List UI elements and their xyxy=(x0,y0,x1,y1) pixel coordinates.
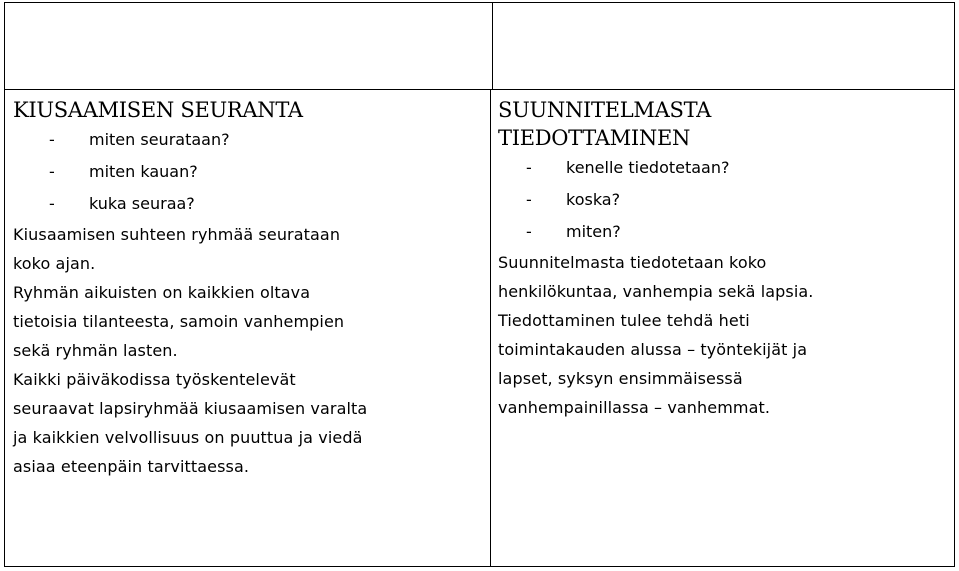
text-line: Tiedottaminen tulee tehdä heti xyxy=(498,311,750,330)
text-line: ja kaikkien velvollisuus on puuttua ja viedä xyxy=(13,428,363,447)
list-item xyxy=(498,216,954,248)
section-title-monitoring: KIUSAAMISEN SEURANTA xyxy=(13,98,303,122)
text-line: koko ajan. xyxy=(13,254,96,273)
text-line: tietoisia tilanteesta, samoin vanhempien xyxy=(13,312,345,331)
text-line: Ryhmän aikuisten on kaikkien oltava xyxy=(13,283,311,302)
list-item xyxy=(13,124,490,156)
text-line: Suunnitelmasta tiedotetaan koko xyxy=(498,253,767,272)
paragraph-communication-2 xyxy=(498,306,954,422)
dash-bullet: - xyxy=(49,194,55,213)
list-item xyxy=(498,152,954,184)
list-item xyxy=(498,184,954,216)
cell-bullying-monitoring xyxy=(5,90,490,481)
list-item-text: miten? xyxy=(566,222,621,241)
list-item xyxy=(13,156,490,188)
text-line: sekä ryhmän lasten. xyxy=(13,341,178,360)
text-line: henkilökuntaa, vanhempia sekä lapsia. xyxy=(498,282,814,301)
list-item xyxy=(13,188,490,220)
cell-plan-communication xyxy=(491,90,954,422)
text-line: vanhempainillassa – vanhemmat. xyxy=(498,398,771,417)
list-item-text: kuka seuraa? xyxy=(89,194,195,213)
paragraph-communication-1 xyxy=(498,248,954,306)
question-list-monitoring xyxy=(13,124,490,220)
text-line: toimintakauden alussa – työntekijät ja xyxy=(498,340,808,359)
document-table xyxy=(4,2,955,567)
dash-bullet: - xyxy=(526,158,532,177)
list-item-text: kenelle tiedotetaan? xyxy=(566,158,730,177)
dash-bullet: - xyxy=(526,222,532,241)
text-line: Kiusaamisen suhteen ryhmää seurataan xyxy=(13,225,341,244)
dash-bullet: - xyxy=(49,162,55,181)
text-line: Kaikki päiväkodissa työskentelevät xyxy=(13,370,296,389)
paragraph-monitoring-1 xyxy=(13,220,490,365)
title-line: SUUNNITELMASTA xyxy=(498,98,711,122)
text-line: lapset, syksyn ensimmäisessä xyxy=(498,369,743,388)
table-header-row xyxy=(5,3,954,90)
dash-bullet: - xyxy=(526,190,532,209)
list-item-text: koska? xyxy=(566,190,621,209)
paragraph-monitoring-2 xyxy=(13,365,490,481)
header-divider xyxy=(492,3,493,90)
text-line: seuraavat lapsiryhmää kiusaamisen varalta xyxy=(13,399,368,418)
list-item-text: miten seurataan? xyxy=(89,130,230,149)
text-line: asiaa eteenpäin tarvittaessa. xyxy=(13,457,250,476)
section-title-communication xyxy=(498,96,954,152)
title-line: TIEDOTTAMINEN xyxy=(498,126,691,150)
dash-bullet: - xyxy=(49,130,55,149)
question-list-communication xyxy=(498,152,954,248)
list-item-text: miten kauan? xyxy=(89,162,198,181)
